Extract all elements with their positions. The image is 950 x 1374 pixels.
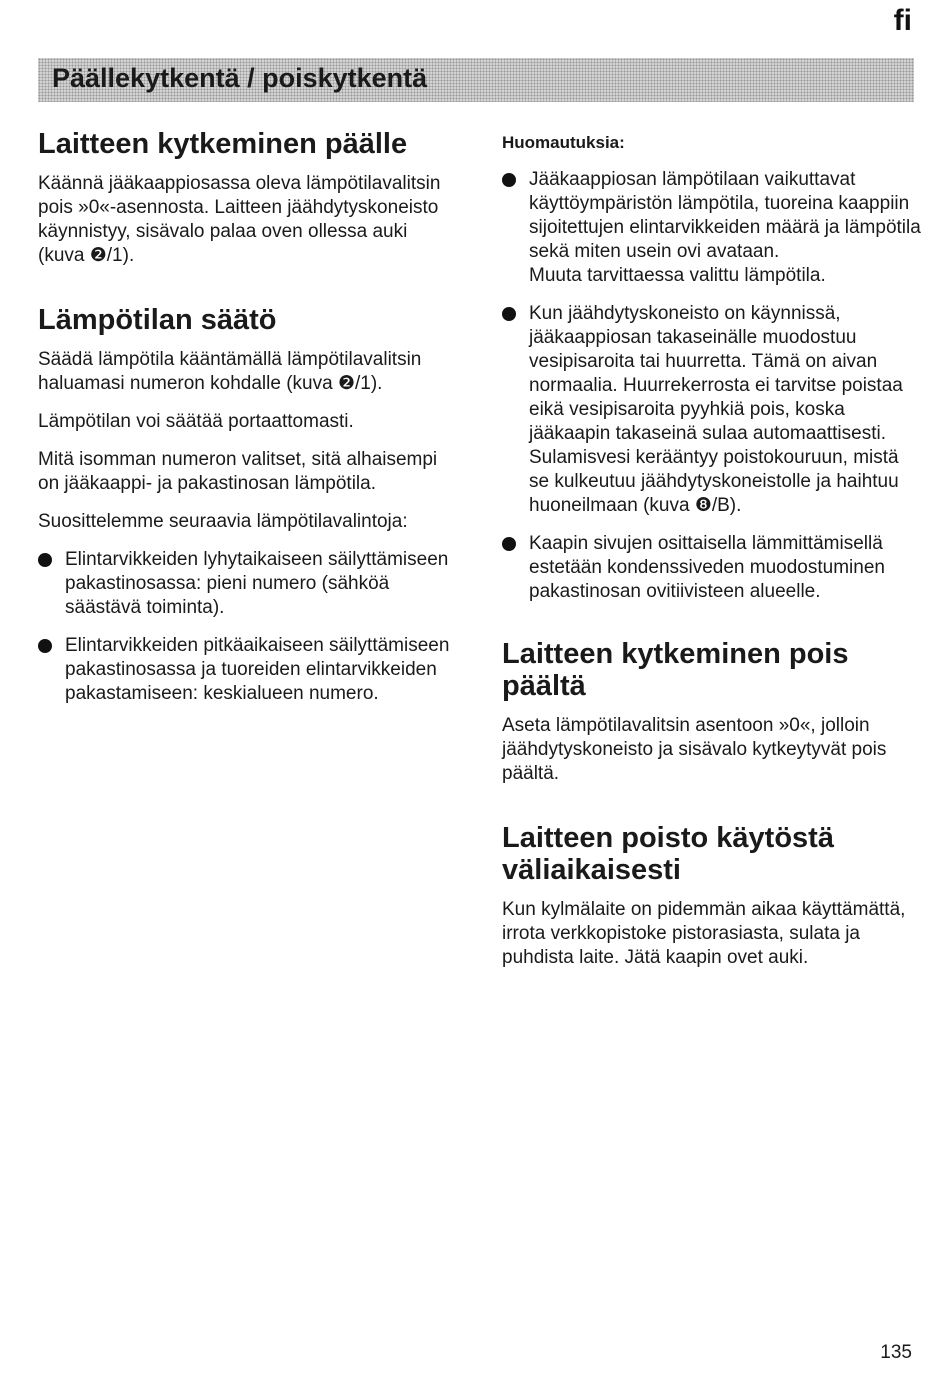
section-banner — [38, 58, 914, 102]
list-item-text: Kaapin sivujen osittaisella lämmittämisellä estetään kondenssiveden muodostuminen pakastinosan ovitiivisteen alueelle. — [529, 533, 885, 602]
decommission-text: Kun kylmälaite on pidemmän aikaa käyttämättä, irrota verkkopistoke pistorasiasta, sulata ja puhdista laite. Jätä kaapin ovet auki. — [502, 899, 906, 968]
list-item — [502, 532, 922, 604]
heading-temperature: Lämpötilan säätö — [38, 304, 277, 336]
bullet-icon — [38, 553, 52, 567]
list-item — [38, 634, 458, 706]
heading-switch-off: Laitteen kytkeminen pois päältä — [502, 638, 849, 702]
temperature-paragraph: Säädä lämpötila kääntämällä lämpötilavalitsin haluamasi numeron kohdalle (kuva ❷/1). — [38, 349, 422, 394]
notes-list — [502, 168, 922, 604]
banner-title: Päällekytkentä / poiskytkentä — [52, 63, 428, 93]
temperature-paragraph: Suosittelemme seuraavia lämpötilavalintoja: — [38, 511, 408, 532]
list-item — [38, 548, 458, 620]
list-item — [502, 168, 922, 288]
temperature-paragraph: Lämpötilan voi säätää portaattomasti. — [38, 411, 354, 432]
list-item-text: Elintarvikkeiden lyhytaikaiseen säilyttämiseen pakastinosassa: pieni numero (sähköä säästävä toiminta). — [65, 549, 449, 618]
temperature-recommendations — [38, 548, 458, 706]
list-item-text: Kun jäähdytyskoneisto on käynnissä, jääkaappiosan takaseinälle muodostuu vesipisaroita tai huurretta. Tämä on aivan normaalia. Huurrekerrosta ei tarvitse poistaa eikä vesipisaroita pyyhkiä pois, koska jääkaapin takaseinä sulaa automaattisesti. Sulamisvesi kerääntyy poistokouruun, mistä se kulkeutuu jäähdytyskoneistolle ja haihtuu huoneilmaan (kuva ❽/B). — [529, 303, 903, 516]
page-number: 135 — [880, 1342, 912, 1363]
heading-decommission: Laitteen poisto käytöstä väliaikaisesti — [502, 822, 834, 886]
notes-label: Huomautuksia: — [502, 133, 625, 152]
list-item-text: Jääkaappiosan lämpötilaan vaikuttavat käyttöympäristön lämpötila, tuoreina kaappiin sijoitettujen elintarvikkeiden määrä ja lämpötila sekä miten usein ovi avataan. — [529, 169, 921, 262]
temperature-paragraph: Mitä isomman numeron valitset, sitä alhaisempi on jääkaappi- ja pakastinosan lämpötila. — [38, 449, 438, 494]
list-item-extra: Muuta tarvittaessa valittu lämpötila. — [529, 265, 826, 286]
list-item-text: Elintarvikkeiden pitkäaikaiseen säilyttämiseen pakastinosassa ja tuoreiden elintarvikkeiden pakastamiseen: keskialueen numero. — [65, 635, 450, 704]
right-column — [502, 128, 922, 984]
switch-off-text: Aseta lämpötilavalitsin asentoon »0«, jolloin jäähdytyskoneisto ja sisävalo kytkeytyvät pois päältä. — [502, 715, 887, 784]
language-tag: fi — [893, 4, 912, 37]
bullet-icon — [502, 537, 516, 551]
bullet-icon — [38, 639, 52, 653]
bullet-icon — [502, 173, 516, 187]
switch-on-text: Käännä jääkaappiosassa oleva lämpötilavalitsin pois »0«-asennosta. Laitteen jäähdytyskoneisto käynnistyy, sisävalo palaa oven ollessa auki (kuva ❷/1). — [38, 173, 441, 266]
heading-switch-on: Laitteen kytkeminen päälle — [38, 128, 408, 160]
bullet-icon — [502, 307, 516, 321]
left-column — [38, 128, 458, 720]
list-item — [502, 302, 922, 518]
